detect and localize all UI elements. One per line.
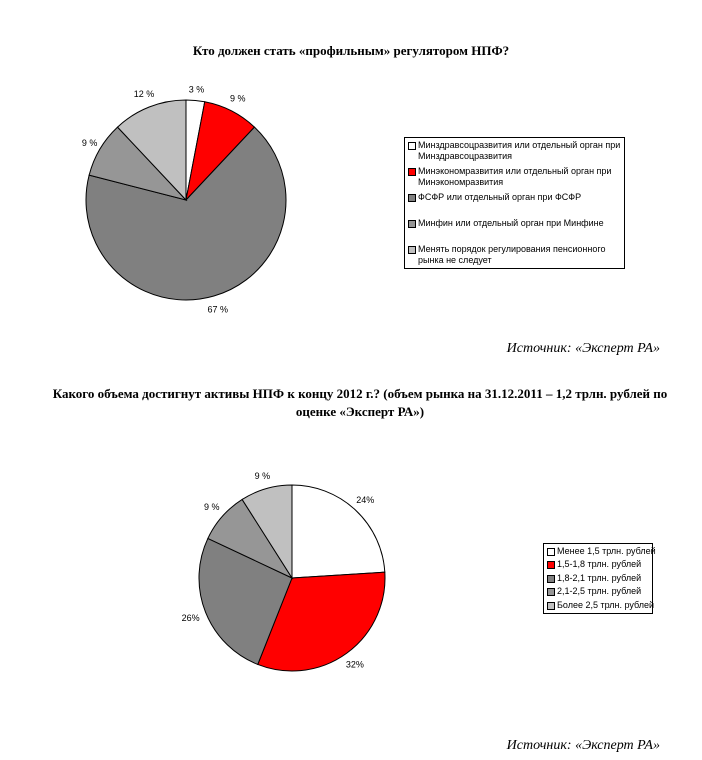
chart-2-title: Какого объема достигнут активы НПФ к концу 2012 г.? (объем рынка на 31.12.2011 – 1,2 трлн. рублей по оценке «Эксперт РА») xyxy=(52,386,668,419)
pie-data-label: 9 % xyxy=(229,93,246,104)
chart-2-source: Источник: «Эксперт РА» xyxy=(506,738,660,753)
pie-data-label: 9 % xyxy=(203,502,220,513)
pie-data-label: 67 % xyxy=(207,304,229,315)
legend-item xyxy=(547,546,656,559)
legend-swatch xyxy=(547,548,555,556)
legend-label: Менее 1,5 трлн. рублей xyxy=(557,546,656,556)
pie-data-label: 12 % xyxy=(133,89,155,100)
legend-item xyxy=(547,599,655,613)
chart-1-title: Кто должен стать «профильным» регулятором НПФ? xyxy=(192,43,510,58)
pie-data-label: 32% xyxy=(345,659,364,670)
legend-label: Минэкономразвития или отдельный орган при Минэкономразвития xyxy=(418,166,612,187)
legend-item xyxy=(547,573,649,586)
legend-label: Менять порядок регулирования пенсионного рынка не следует xyxy=(418,244,606,265)
legend-swatch xyxy=(547,602,555,610)
legend-swatch xyxy=(547,588,555,596)
pie-data-label: 24% xyxy=(356,495,375,506)
pie-data-label: 26% xyxy=(181,613,200,624)
legend-item xyxy=(547,559,649,572)
pie-data-label: 9 % xyxy=(254,471,271,482)
legend-label: Минфин или отдельный орган при Минфине xyxy=(418,218,604,228)
legend-swatch xyxy=(547,575,555,583)
pie-data-label: 3 % xyxy=(188,84,205,95)
legend-item xyxy=(547,586,649,599)
legend-label: 1,5-1,8 трлн. рублей xyxy=(557,559,642,570)
legend-label: 1,8-2,1 трлн. рублей xyxy=(557,572,642,583)
chart-1-source: Источник: «Эксперт РА» xyxy=(506,341,660,356)
legend-swatch xyxy=(547,561,555,569)
pie-data-label: 9 % xyxy=(81,137,98,148)
legend-label: Минздравсоцразвития или отдельный орган при Минздравсоцразвития xyxy=(418,140,621,161)
legend-label: Более 2,5 трлн. рублей xyxy=(557,599,655,610)
legend-label: ФСФР или отдельный орган при ФСФР xyxy=(418,192,582,202)
chart-2-legend xyxy=(543,543,656,614)
legend-label: 2,1-2,5 трлн. рублей xyxy=(557,586,642,597)
